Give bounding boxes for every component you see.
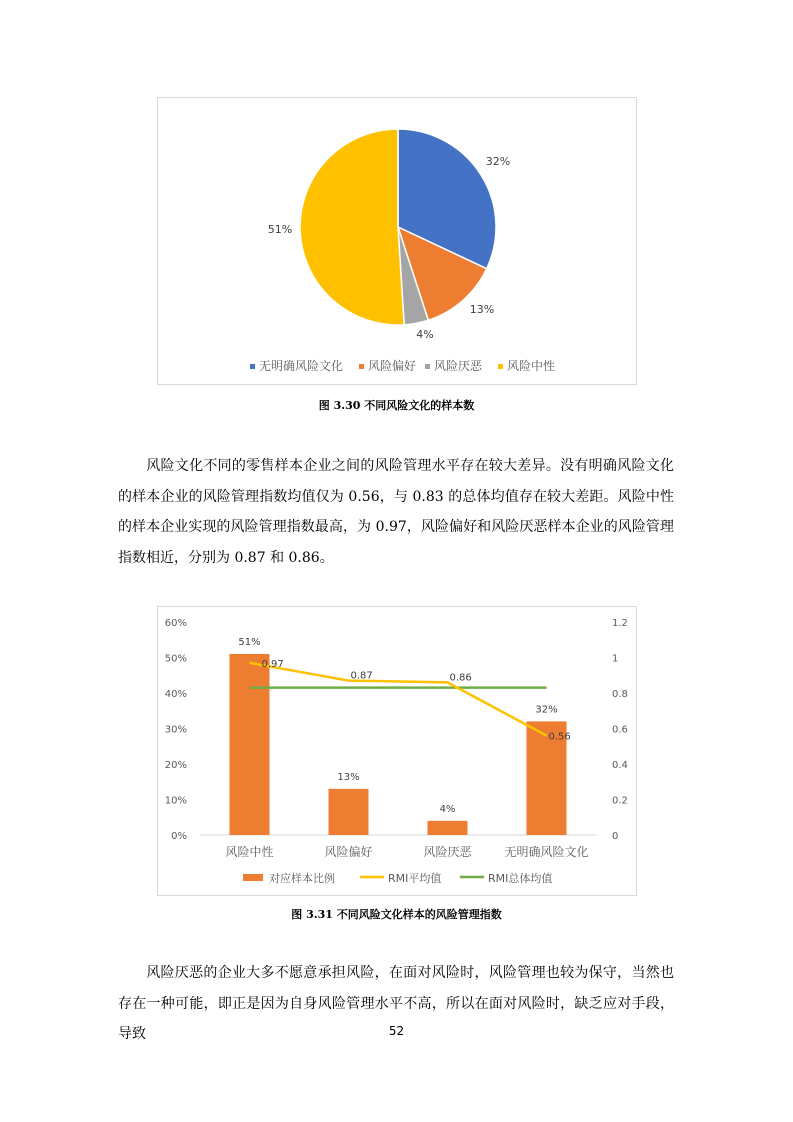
- left-axis-tick-label: 40%: [164, 689, 187, 700]
- right-axis-tick-label: 0.2: [612, 795, 628, 807]
- legend-label: RMI总体均值: [488, 872, 553, 885]
- line-series-rmi-mean: [250, 663, 547, 736]
- legend-label: 对应样本比例: [269, 872, 335, 885]
- right-axis-tick-label: 1: [612, 653, 619, 665]
- legend-marker: [250, 364, 255, 369]
- pie-data-label: 32%: [485, 155, 511, 168]
- left-axis-tick-label: 20%: [164, 760, 187, 771]
- line-data-label: 0.86: [449, 672, 472, 684]
- legend-label: 风险偏好: [368, 359, 417, 373]
- legend-label: RMI平均值: [388, 872, 442, 885]
- line-data-label: 0.87: [350, 670, 373, 682]
- body-paragraph-1: [118, 451, 674, 573]
- legend-label: 风险中性: [507, 359, 556, 373]
- category-label: 风险偏好: [324, 845, 373, 859]
- figure-3-30-caption: 图 3.30 不同风险文化的样本数: [318, 399, 475, 412]
- bar-data-label: 32%: [535, 704, 558, 716]
- legend-label: 无明确风险文化: [259, 359, 344, 373]
- left-axis-tick-label: 50%: [164, 653, 187, 665]
- page-number: 52: [388, 1024, 405, 1038]
- combo-chart-frame: [157, 606, 637, 896]
- pie-data-label: 4%: [416, 328, 434, 341]
- line-data-label: 0.97: [261, 658, 284, 670]
- legend-marker: [243, 874, 263, 881]
- paragraph-1-text: 风险文化不同的零售样本企业之间的风险管理水平存在较大差异。没有明确风险文化的样本企业的风险管理指数均值仅为 0.56，与 0.83 的总体均值存在较大差距。风险中性的样本企业实现的风险管理指数最高，为 0.97，风险偏好和风险厌恶样本企业的风险管理指数相近，分别为 0.87 和 0.86。: [118, 458, 674, 566]
- pie-slice: [300, 129, 404, 325]
- bar: [428, 821, 468, 835]
- bar: [230, 654, 270, 835]
- pie-chart: [158, 98, 636, 384]
- figure-3-31-caption: 图 3.31 不同风险文化样本的风险管理指数: [291, 908, 502, 921]
- legend-marker: [359, 364, 364, 369]
- left-axis-tick-label: 30%: [164, 724, 187, 736]
- pie-data-label: 51%: [267, 223, 293, 236]
- bar: [329, 789, 369, 835]
- legend-marker: [498, 364, 503, 369]
- combo-chart: [158, 607, 636, 895]
- legend-marker: [425, 364, 430, 369]
- category-label: 无明确风险文化: [504, 845, 589, 859]
- left-axis-tick-label: 10%: [164, 795, 187, 807]
- right-axis-tick-label: 0.8: [612, 689, 628, 700]
- category-label: 风险厌恶: [423, 845, 472, 859]
- right-axis-tick-label: 0.4: [612, 760, 628, 771]
- paragraph-2-text: 风险厌恶的企业大多不愿意承担风险，在面对风险时，风险管理也较为保守，当然也存在一种可能，即正是因为自身风险管理水平不高，所以在面对风险时，缺乏应对手段，导致: [118, 965, 674, 1042]
- legend-label: 风险厌恶: [434, 359, 483, 373]
- pie-data-label: 13%: [469, 303, 495, 316]
- bar-data-label: 13%: [337, 771, 360, 783]
- right-axis-tick-label: 0: [612, 831, 619, 842]
- pie-chart-frame: [157, 97, 637, 385]
- left-axis-tick-label: 60%: [164, 618, 187, 629]
- category-label: 风险中性: [225, 845, 274, 859]
- bar-data-label: 51%: [238, 636, 261, 648]
- bar-data-label: 4%: [439, 803, 456, 815]
- right-axis-tick-label: 1.2: [612, 618, 628, 629]
- left-axis-tick-label: 0%: [171, 831, 187, 842]
- line-data-label: 0.56: [548, 731, 571, 743]
- right-axis-tick-label: 0.6: [612, 724, 628, 736]
